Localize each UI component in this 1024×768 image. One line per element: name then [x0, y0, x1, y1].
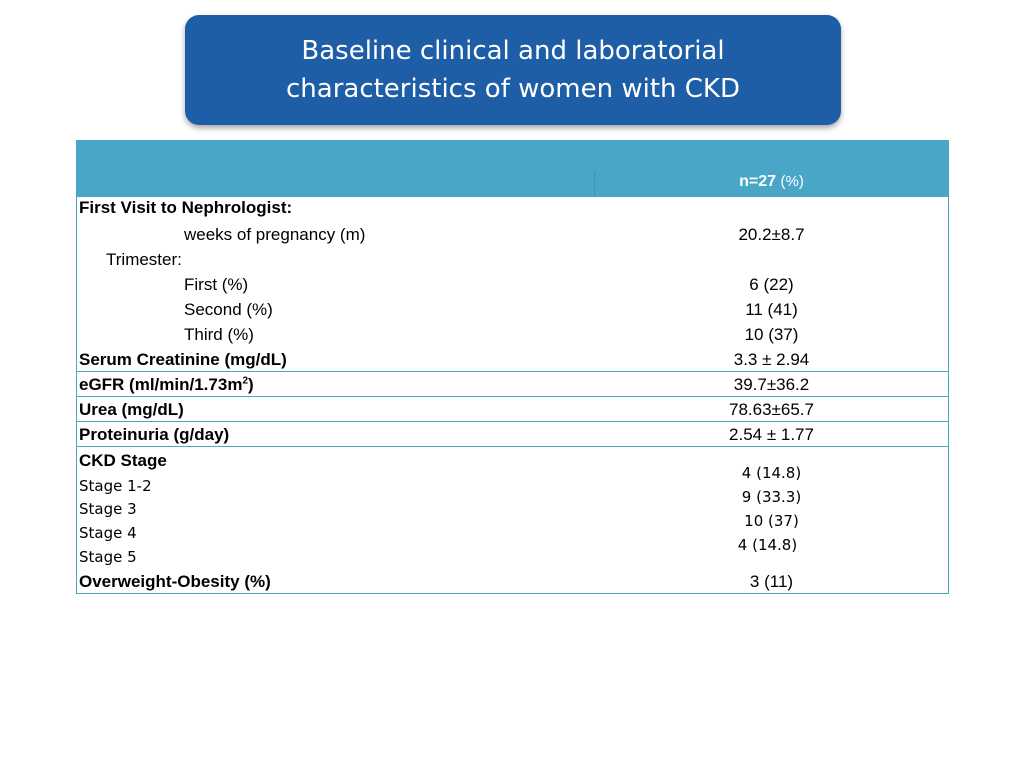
egfr-superscript: 2: [242, 375, 248, 387]
stage-3-label: Stage 3: [79, 500, 137, 518]
stage-4-value: 10 (37): [744, 512, 799, 530]
weeks-value: 20.2±8.7: [738, 225, 805, 244]
stage-4-label: Stage 4: [79, 524, 137, 542]
third-value: 10 (37): [744, 325, 799, 344]
first-value: 6 (22): [749, 275, 794, 294]
row-divider: [77, 396, 948, 397]
proteinuria-value: 2.54 ± 1.77: [729, 425, 814, 444]
characteristics-table: [76, 140, 949, 594]
egfr-label-close: ): [248, 375, 254, 394]
urea-value: 78.63±65.7: [729, 400, 814, 419]
row-divider: [77, 446, 948, 447]
creatinine-label: Serum Creatinine (mg/dL): [79, 350, 287, 369]
weeks-label: weeks of pregnancy (m): [184, 225, 366, 244]
header-n: n=27: [739, 173, 777, 190]
stage-3-value: 9 (33.3): [741, 488, 802, 506]
row-divider: [77, 371, 948, 372]
stage-1-2-value: 4 (14.8): [741, 464, 802, 482]
row-divider: [77, 421, 948, 422]
title-line-1: Baseline clinical and laboratorial: [301, 36, 725, 66]
egfr-label-text: eGFR (ml/min/1.73m: [79, 375, 243, 394]
ckd-stage-label: CKD Stage: [79, 451, 167, 470]
overweight-label: Overweight-Obesity (%): [79, 572, 271, 591]
second-label: Second (%): [184, 300, 273, 319]
slide-title: [185, 15, 841, 125]
egfr-label: [79, 375, 254, 395]
creatinine-value: 3.3 ± 2.94: [733, 350, 810, 369]
first-label: First (%): [184, 275, 249, 294]
proteinuria-label: Proteinuria (g/day): [79, 425, 230, 444]
stage-1-2-label: Stage 1-2: [79, 477, 152, 495]
header-n-column: [595, 173, 948, 191]
overweight-value: 3 (11): [749, 572, 794, 591]
header-pct: (%): [780, 173, 804, 190]
title-line-2: characteristics of women with CKD: [285, 74, 740, 104]
urea-label: Urea (mg/dL): [79, 400, 184, 419]
stage-5-label: Stage 5: [79, 548, 137, 566]
first-visit-label: First Visit to Nephrologist:: [79, 198, 293, 217]
stage-5-value: 4 (14.8): [737, 536, 798, 554]
egfr-value: 39.7±36.2: [733, 375, 810, 394]
trimester-label: Trimester:: [106, 250, 182, 269]
third-label: Third (%): [184, 325, 254, 344]
second-value: 11 (41): [745, 300, 798, 319]
table-header: [77, 141, 948, 197]
